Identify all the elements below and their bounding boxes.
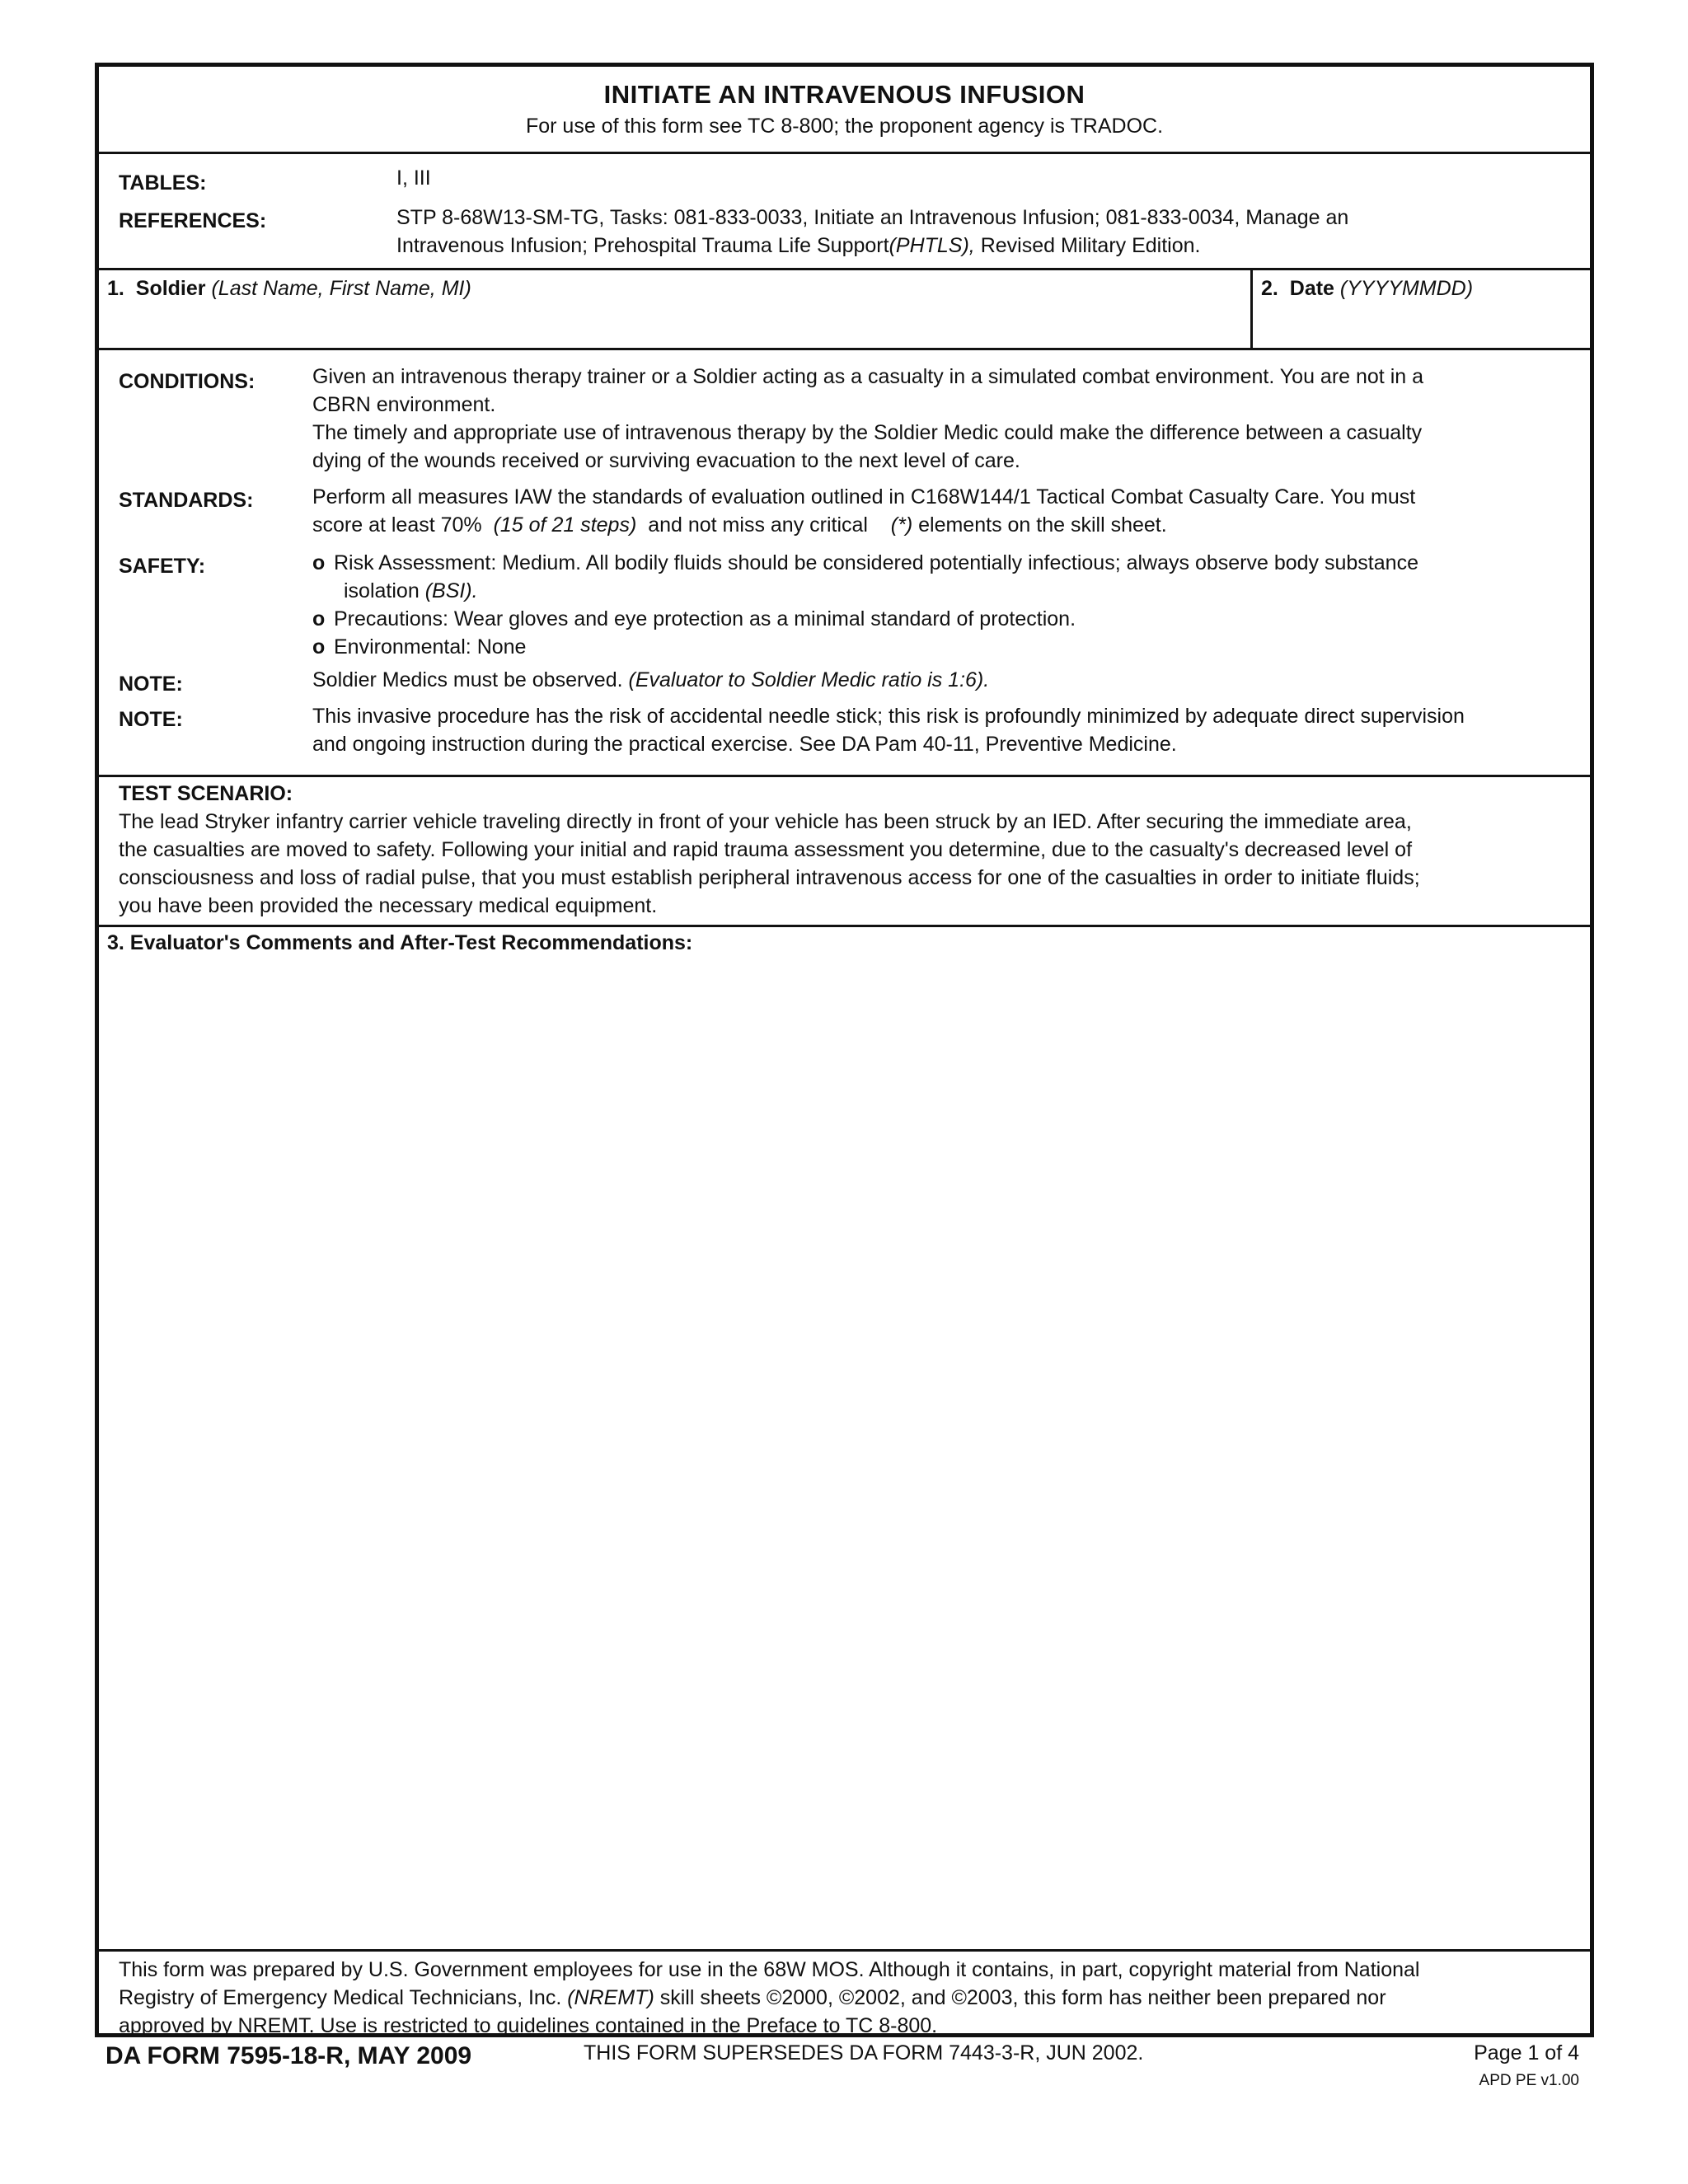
- conditions-text: [312, 363, 1549, 475]
- note-2-line-2: and ongoing instruction during the practical exercise. See DA Pam 40-11, Preventive Medicine.: [312, 733, 1177, 756]
- references-line-1: STP 8-68W13-SM-TG, Tasks: 081-833-0033, Initiate an Intravenous Infusion; 081-833-0034, Manage an: [396, 206, 1349, 229]
- references-line-2: [396, 232, 1567, 260]
- soldier-field-label: [107, 274, 471, 302]
- standards-asterisk: (*): [890, 513, 913, 537]
- form-frame: [95, 63, 1594, 2037]
- standards-critical: and not miss any critical: [648, 513, 868, 537]
- tables-value: I, III: [396, 166, 431, 190]
- bullet-icon: o: [312, 551, 326, 574]
- comments-label: 3. Evaluator's Comments and After-Test Recommendations:: [107, 931, 693, 954]
- standards-score: score at least 70%: [312, 513, 482, 537]
- form-title: INITIATE AN INTRAVENOUS INFUSION: [603, 80, 1085, 109]
- divider-soldier: [99, 348, 1590, 350]
- standards-line-1: Perform all measures IAW the standards of evaluation outlined in C168W144/1 Tactical Combat Casualty Care. You must: [312, 485, 1416, 509]
- conditions-label: CONDITIONS:: [119, 370, 256, 393]
- divider-soldier-date: [1250, 268, 1253, 348]
- form-number: DA FORM 7595-18-R, MAY 2009: [106, 2042, 472, 2069]
- note-2-label: NOTE:: [119, 708, 183, 731]
- note-1-ratio: (Evaluator to Soldier Medic ratio is 1:6).: [628, 668, 990, 691]
- scenario-line-4: you have been provided the necessary medical equipment.: [119, 894, 658, 917]
- date-hint: (YYYYMMDD): [1339, 277, 1474, 300]
- page-number: Page 1 of 4: [1474, 2041, 1579, 2064]
- soldier-hint: (Last Name, First Name, MI): [211, 277, 471, 300]
- safety-precautions: Precautions: Wear gloves and eye protection as a minimal standard of protection.: [334, 607, 1076, 630]
- soldier-name-field[interactable]: [110, 306, 1256, 335]
- conditions-line-1: Given an intravenous therapy trainer or a Soldier acting as a casualty in a simulated combat environment. You are not in a: [312, 365, 1423, 388]
- version-label: APD PE v1.00: [1479, 2072, 1579, 2089]
- divider-references: [99, 268, 1590, 270]
- safety-item-1: [312, 549, 1549, 577]
- scenario-text: [119, 808, 1569, 920]
- note-1-text: [312, 666, 1549, 694]
- safety-item-1-cont: [312, 577, 1549, 605]
- form-subtitle: For use of this form see TC 8-800; the proponent agency is TRADOC.: [525, 115, 1164, 138]
- tables-label: TABLES:: [119, 171, 207, 194]
- bullet-icon: o: [312, 607, 326, 630]
- disclaimer-nremt: (NREMT): [567, 1986, 654, 2009]
- standards-text: [312, 483, 1549, 539]
- scenario-line-3: consciousness and loss of radial pulse, that you must establish peripheral intravenous access for one of the casualties in order to initiate fluids;: [119, 866, 1420, 889]
- scenario-label: TEST SCENARIO:: [119, 782, 293, 805]
- standards-steps: (15 of 21 steps): [493, 513, 637, 537]
- disclaimer-registry: Registry of Emergency Medical Technicians, Inc.: [119, 1986, 562, 2009]
- date-number: 2.: [1261, 277, 1278, 300]
- note-2-line-1: This invasive procedure has the risk of accidental needle stick; this risk is profoundly minimized by adequate direct supervision: [312, 705, 1465, 728]
- disclaimer-line-3: approved by NREMT. Use is restricted to guidelines contained in the Preface to TC 8-800.: [119, 2014, 938, 2037]
- divider-comments: [99, 1949, 1590, 1952]
- references-label: REFERENCES:: [119, 209, 267, 232]
- references-line-2c: Revised Military Edition.: [974, 234, 1201, 257]
- disclaimer-copyright: skill sheets ©2000, ©2002, and ©2003, this form has neither been prepared nor: [659, 1986, 1386, 2009]
- conditions-line-2: CBRN environment.: [312, 393, 496, 416]
- standards-line-2: [312, 511, 1549, 539]
- references-phtls: (PHTLS),: [889, 234, 975, 257]
- safety-environmental: Environmental: None: [334, 635, 527, 658]
- safety-isolation: isolation: [344, 579, 420, 602]
- safety-list: [312, 549, 1549, 661]
- scenario-line-1: The lead Stryker infantry carrier vehicle traveling directly in front of your vehicle has been struck by an IED. After securing the immediate area,: [119, 810, 1412, 833]
- standards-label: STANDARDS:: [119, 489, 254, 512]
- safety-bsi: (BSI).: [424, 579, 478, 602]
- references-text: [396, 204, 1567, 260]
- conditions-line-4: dying of the wounds received or surviving evacuation to the next level of care.: [312, 449, 1020, 472]
- divider-notes: [99, 775, 1590, 777]
- comments-field[interactable]: [110, 965, 1582, 1987]
- safety-label: SAFETY:: [119, 555, 206, 578]
- note-1-label: NOTE:: [119, 673, 183, 696]
- note-1-main: Soldier Medics must be observed.: [312, 668, 623, 691]
- standards-elements: elements on the skill sheet.: [918, 513, 1167, 537]
- date-label: Date: [1289, 277, 1334, 300]
- date-field-label: [1261, 274, 1473, 302]
- references-line-2a: Intravenous Infusion; Prehospital Trauma Life Support: [396, 234, 889, 257]
- bullet-icon: o: [312, 635, 326, 658]
- disclaimer-line-1: This form was prepared by U.S. Government employees for use in the 68W MOS. Although it contains, in part, copyright material from National: [119, 1958, 1420, 1981]
- supersedes-note: THIS FORM SUPERSEDES DA FORM 7443-3-R, JUN 2002.: [584, 2041, 1144, 2064]
- safety-item-3: [312, 633, 1549, 661]
- divider-header: [99, 152, 1590, 154]
- safety-risk-assessment: Risk Assessment: Medium. All bodily fluids should be considered potentially infectious; always observe body substance: [334, 551, 1418, 574]
- soldier-label: Soldier: [135, 277, 206, 300]
- date-field[interactable]: [1263, 306, 1584, 335]
- conditions-line-3: The timely and appropriate use of intravenous therapy by the Soldier Medic could make the difference between a casualty: [312, 421, 1423, 444]
- disclaimer-line-2: [119, 1984, 1578, 2012]
- safety-item-2: [312, 605, 1549, 633]
- note-2-text: [312, 702, 1582, 758]
- scenario-line-2: the casualties are moved to safety. Following your initial and rapid trauma assessment you determine, due to the casualty's decreased level of: [119, 838, 1413, 861]
- divider-scenario: [99, 925, 1590, 927]
- disclaimer-text: [119, 1956, 1578, 2040]
- soldier-number: 1.: [107, 277, 124, 300]
